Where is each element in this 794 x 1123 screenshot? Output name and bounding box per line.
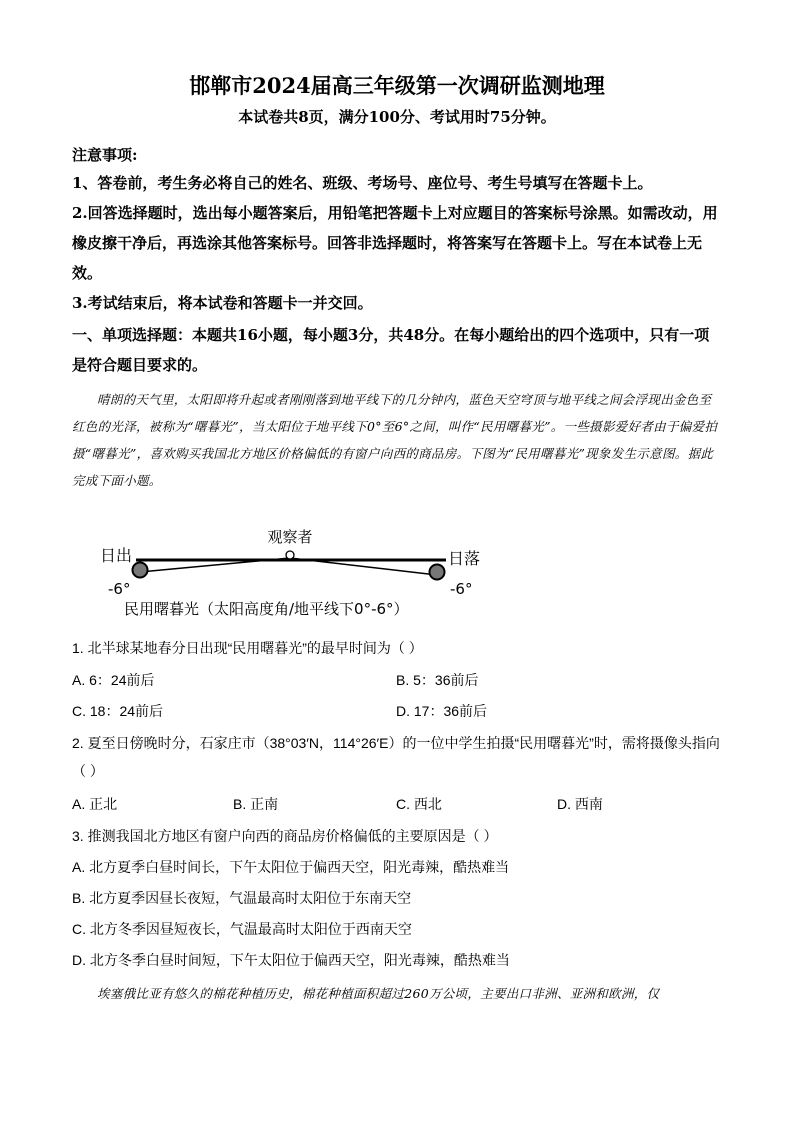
angle-left-label: -6° <box>108 580 131 598</box>
sunrise-sun-icon <box>133 563 148 578</box>
q2-option-a: A. 正北 <box>72 796 118 812</box>
note-item-1: 1、答卷前，考生务必将自己的姓名、班级、考场号、座位号、考生号填写在答题卡上。 <box>72 174 653 192</box>
page-subtitle: 本试卷共8页，满分100分、考试用时75分钟。 <box>238 108 556 126</box>
reading-passage-2: 埃塞俄比亚有悠久的棉花种植历史，棉花种植面积超过260万公顷，主要出口非洲、亚洲和欧洲，仅 <box>97 986 660 1001</box>
q1-option-b: B. 5：36前后 <box>396 672 479 688</box>
observer-marker <box>286 551 294 559</box>
sunrise-label: 日出 <box>100 546 133 565</box>
q3-option-c: C. 北方冬季因昼短夜长，气温最高时太阳位于西南天空 <box>72 921 412 937</box>
q3-option-d: D. 北方冬季白昼时间短，下午太阳位于偏西天空，阳光毒辣，酷热难当 <box>72 952 510 968</box>
angle-right-label: -6° <box>450 580 473 598</box>
q1-option-c: C. 18：24前后 <box>72 703 164 719</box>
sunset-sun-icon <box>430 565 445 580</box>
civil-twilight-diagram <box>90 520 510 625</box>
diagram-caption: 民用曙暮光（太阳高度角/地平线下0°-6°） <box>124 600 409 618</box>
page-title: 邯郸市2024届高三年级第一次调研监测地理 <box>189 73 605 98</box>
q2-option-c: C. 西北 <box>396 796 442 812</box>
question-1-stem: 1. 北半球某地春分日出现“民用曙暮光”的最早时间为（ ） <box>72 640 423 656</box>
note-item-3: 3.考试结束后，将本试卷和答题卡一并交回。 <box>72 294 373 312</box>
question-2-stem: 2. 夏至日傍晚时分，石家庄市（38°03′N，114°26′E）的一位中学生拍摄“民用曙暮光”时，需将摄像头指向（ ） <box>72 735 720 779</box>
q2-option-d: D. 西南 <box>557 796 603 812</box>
question-3-stem: 3. 推测我国北方地区有窗户向西的商品房价格偏低的主要原因是（ ） <box>72 828 498 844</box>
q1-option-a: A. 6：24前后 <box>72 672 155 688</box>
section-heading: 一、单项选择题：本题共16小题，每小题3分，共48分。在每小题给出的四个选项中，只有一项是符合题目要求的。 <box>72 326 710 374</box>
q3-option-a: A. 北方夏季白昼时间长，下午太阳位于偏西天空，阳光毒辣，酷热难当 <box>72 859 510 875</box>
q3-option-b: B. 北方夏季因昼长夜短，气温最高时太阳位于东南天空 <box>72 890 412 906</box>
notes-heading: 注意事项: <box>72 146 138 164</box>
note-item-2: 2.回答选择题时，选出每小题答案后，用铅笔把答题卡上对应题目的答案标号涂黑。如需改动，用橡皮擦干净后，再选涂其他答案标号。回答非选择题时，将答案写在答题卡上。写在本试卷上无效。 <box>72 204 718 282</box>
observer-label: 观察者 <box>267 528 313 546</box>
q1-option-d: D. 17：36前后 <box>396 703 488 719</box>
reading-passage-1: 晴朗的天气里，太阳即将升起或者刚刚落到地平线下的几分钟内，蓝色天空穹顶与地平线之间会浮现出金色至红色的光泽，被称为“曙暮光”，当太阳位于地平线下0°至6°之间，叫作“民用曙暮光”。一些摄影爱好者由于偏爱拍摄“曙暮光”，喜欢购买我国北方地区价格偏低的有窗户向西的商品房。下图为“民用曙暮光”现象发生示意图。据此完成下面小题。 <box>72 392 718 488</box>
sunset-label: 日落 <box>448 549 481 568</box>
q2-option-b: B. 正南 <box>233 796 279 812</box>
